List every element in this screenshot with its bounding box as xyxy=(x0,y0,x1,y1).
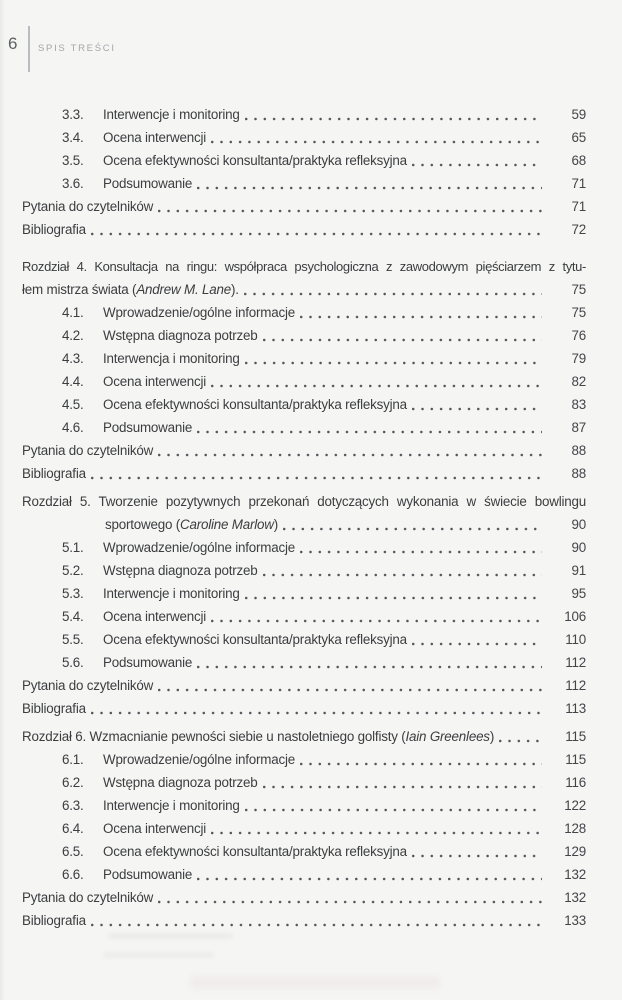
entry-title: Podsumowanie xyxy=(103,867,193,882)
scan-bleed-artifact xyxy=(190,976,440,989)
toc-entry xyxy=(22,536,586,559)
section-number: 3.6. xyxy=(62,176,84,191)
toc-entry xyxy=(22,817,586,840)
toc-block-chapter-6 xyxy=(22,725,586,932)
dot-leader xyxy=(245,595,542,601)
dot-leader xyxy=(158,452,542,458)
entry-page-number: 95 xyxy=(571,586,586,601)
entry-page-number: 79 xyxy=(571,351,586,366)
toc-entry xyxy=(22,628,586,651)
chapter-heading xyxy=(22,725,586,748)
toc-entry xyxy=(22,324,586,347)
toc-entry xyxy=(22,863,586,886)
dot-leader xyxy=(91,710,542,716)
dot-leader xyxy=(197,664,542,670)
toc-entry xyxy=(22,393,586,416)
entry-page-number: 133 xyxy=(564,913,586,928)
entry-page-number: 129 xyxy=(564,844,586,859)
entry-page-number: 106 xyxy=(564,609,586,624)
entry-title: Ocena interwencji xyxy=(103,374,207,389)
dot-leader xyxy=(245,116,542,122)
dot-leader xyxy=(158,899,542,905)
heading-segment: ). xyxy=(231,282,239,297)
dot-leader xyxy=(263,572,542,578)
section-number: 4.1. xyxy=(62,305,84,320)
section-number: 5.4. xyxy=(62,609,84,624)
entry-title: Interwencje i monitoring xyxy=(103,107,240,122)
entry-page-number: 65 xyxy=(571,130,586,145)
entry-title: Wstępna diagnoza potrzeb xyxy=(103,563,258,578)
section-number: 5.2. xyxy=(62,563,84,578)
dot-leader xyxy=(211,139,542,145)
scan-bleed-artifact xyxy=(103,952,215,958)
header-divider xyxy=(28,26,30,72)
section-number: 3.5. xyxy=(62,153,84,168)
entry-title: Pytania do czytelników xyxy=(22,890,154,905)
dot-leader xyxy=(211,830,542,836)
section-number: 4.2. xyxy=(62,328,84,343)
toc-entry xyxy=(22,651,586,674)
entry-title: Podsumowanie xyxy=(103,176,193,191)
toc-entry xyxy=(22,347,586,370)
dot-leader xyxy=(245,807,542,813)
section-number: 4.4. xyxy=(62,374,84,389)
folio-page-number: 6 xyxy=(8,34,18,53)
dot-leader xyxy=(197,185,542,191)
chapter-heading-line2 xyxy=(22,513,586,536)
section-number: 6.2. xyxy=(62,775,84,790)
toc-block-chapter-4 xyxy=(22,255,586,485)
toc-entry xyxy=(22,462,586,485)
section-number: 5.3. xyxy=(62,586,84,601)
entry-page-number: 75 xyxy=(571,305,586,320)
entry-page-number: 132 xyxy=(564,890,586,905)
dot-leader xyxy=(499,738,542,744)
entry-title: Podsumowanie xyxy=(103,420,193,435)
dot-leader xyxy=(158,208,542,214)
entry-title: Interwencje i monitoring xyxy=(103,586,240,601)
entry-page-number: 82 xyxy=(571,374,586,389)
scan-bleed-artifact xyxy=(108,933,233,939)
toc-entry xyxy=(22,149,586,172)
dot-leader xyxy=(197,876,542,882)
entry-page-number: 112 xyxy=(565,655,586,670)
dot-leader xyxy=(263,337,542,343)
entry-title: Wprowadzenie/ogólne informacje xyxy=(103,752,295,767)
dot-leader xyxy=(412,406,542,412)
dot-leader xyxy=(412,641,542,647)
entry-page-number: 88 xyxy=(571,466,586,481)
toc-entry xyxy=(22,794,586,817)
entry-page-number: 91 xyxy=(571,563,586,578)
chapter-heading-line1: Rozdział 5. Tworzenie pozytywnych przekonań dotyczących wykonania w świecie bowlingu xyxy=(22,494,586,509)
author-name: Andrew M. Lane xyxy=(136,282,232,297)
section-number: 4.5. xyxy=(62,397,84,412)
toc-entry xyxy=(22,126,586,149)
toc-entry xyxy=(22,439,586,462)
dot-leader xyxy=(91,475,542,481)
entry-page-number: 87 xyxy=(571,420,586,435)
toc-entry xyxy=(22,697,586,720)
entry-page-number: 90 xyxy=(571,517,586,532)
entry-title: Pytania do czytelników xyxy=(22,678,154,693)
dot-leader xyxy=(412,853,542,859)
entry-title: Wprowadzenie/ogólne informacje xyxy=(103,540,295,555)
entry-page-number: 71 xyxy=(571,199,586,214)
entry-title: Wstępna diagnoza potrzeb xyxy=(103,775,258,790)
dot-leader xyxy=(283,526,542,532)
toc-entry xyxy=(22,301,586,324)
section-number: 4.6. xyxy=(62,420,84,435)
dot-leader xyxy=(91,231,542,237)
section-number: 6.3. xyxy=(62,798,84,813)
entry-page-number: 122 xyxy=(564,798,586,813)
toc-entry xyxy=(22,218,586,241)
chapter-heading-text xyxy=(105,513,278,536)
toc-entry xyxy=(22,748,586,771)
entry-page-number: 59 xyxy=(571,107,586,122)
toc-entry xyxy=(22,886,586,909)
entry-title: Ocena interwencji xyxy=(103,130,207,145)
entry-page-number: 132 xyxy=(564,867,586,882)
chapter-heading-line1: Rozdział 4. Konsultacja na ringu: współpraca psychologiczna z zawodowym pięściarzem z tytu- xyxy=(22,259,586,274)
entry-title: Bibliografia xyxy=(22,222,86,237)
section-number: 6.4. xyxy=(62,821,84,836)
chapter-heading-text xyxy=(22,278,239,301)
entry-title: Ocena efektywności konsultanta/praktyka refleksyjna xyxy=(103,844,407,859)
heading-segment: sportowego ( xyxy=(105,517,181,532)
toc-entry xyxy=(22,103,586,126)
dot-leader xyxy=(412,162,542,168)
dot-leader xyxy=(211,618,542,624)
author-name: Caroline Marlow xyxy=(180,517,274,532)
toc-entry xyxy=(22,172,586,195)
entry-title: Podsumowanie xyxy=(103,655,193,670)
section-number: 6.1. xyxy=(62,752,84,767)
toc-entry xyxy=(22,674,586,697)
entry-page-number: 71 xyxy=(571,176,586,191)
toc-entry xyxy=(22,195,586,218)
dot-leader xyxy=(91,922,542,928)
section-number: 3.4. xyxy=(62,130,84,145)
author-name: Iain Greenlees xyxy=(405,729,490,744)
entry-title: Ocena efektywności konsultanta/praktyka refleksyjna xyxy=(103,397,407,412)
entry-page-number: 90 xyxy=(571,540,586,555)
toc-entry xyxy=(22,771,586,794)
entry-page-number: 115 xyxy=(565,752,586,767)
entry-title: Bibliografia xyxy=(22,913,86,928)
entry-page-number: 88 xyxy=(571,443,586,458)
toc-entry xyxy=(22,559,586,582)
heading-segment: ) xyxy=(489,729,495,744)
entry-page-number: 68 xyxy=(571,153,586,168)
dot-leader xyxy=(263,784,542,790)
entry-title: Ocena efektywności konsultanta/praktyka refleksyjna xyxy=(103,153,407,168)
section-number: 5.5. xyxy=(62,632,84,647)
dot-leader xyxy=(197,429,542,435)
entry-page-number: 72 xyxy=(571,222,586,237)
dot-leader xyxy=(300,314,542,320)
entry-page-number: 128 xyxy=(564,821,586,836)
entry-page-number: 116 xyxy=(565,775,586,790)
entry-page-number: 75 xyxy=(571,282,586,297)
scan-gutter-shadow xyxy=(0,0,5,1000)
entry-title: Interwencje i monitoring xyxy=(103,798,240,813)
section-number: 3.3. xyxy=(62,107,84,122)
toc-block-chapter-5 xyxy=(22,490,586,720)
toc-entry xyxy=(22,909,586,932)
section-number: 5.1. xyxy=(62,540,84,555)
dot-leader xyxy=(300,761,542,767)
entry-page-number: 113 xyxy=(565,701,586,716)
dot-leader xyxy=(300,549,542,555)
toc-entry xyxy=(22,582,586,605)
entry-title: Bibliografia xyxy=(22,701,86,716)
running-head: SPIS TREŚCI xyxy=(38,43,116,54)
heading-segment: łem mistrza świata ( xyxy=(22,282,137,297)
chapter-heading-text xyxy=(22,725,494,748)
heading-segment: ) xyxy=(273,517,279,532)
table-of-contents xyxy=(22,103,586,932)
entry-page-number: 115 xyxy=(565,729,586,744)
section-number: 5.6. xyxy=(62,655,84,670)
entry-title: Pytania do czytelników xyxy=(22,443,154,458)
dot-leader xyxy=(244,291,542,297)
entry-page-number: 76 xyxy=(571,328,586,343)
toc-block-chapter-3 xyxy=(22,103,586,241)
toc-entry xyxy=(22,840,586,863)
toc-entry xyxy=(22,370,586,393)
dot-leader xyxy=(158,687,542,693)
heading-segment: Rozdział 6. Wzmacnianie pewności siebie u nastoletniego golfisty ( xyxy=(22,729,406,744)
entry-title: Wstępna diagnoza potrzeb xyxy=(103,328,258,343)
entry-title: Pytania do czytelników xyxy=(22,199,154,214)
entry-title: Ocena interwencji xyxy=(103,609,207,624)
entry-title: Interwencja i monitoring xyxy=(103,351,240,366)
entry-title: Ocena interwencji xyxy=(103,821,207,836)
dot-leader xyxy=(211,383,542,389)
dot-leader xyxy=(245,360,542,366)
entry-page-number: 83 xyxy=(571,397,586,412)
toc-entry xyxy=(22,416,586,439)
entry-title: Bibliografia xyxy=(22,466,86,481)
entry-title: Ocena efektywności konsultanta/praktyka refleksyjna xyxy=(103,632,407,647)
entry-page-number: 112 xyxy=(565,678,586,693)
entry-title: Wprowadzenie/ogólne informacje xyxy=(103,305,295,320)
entry-page-number: 110 xyxy=(565,632,586,647)
toc-entry xyxy=(22,605,586,628)
chapter-heading-line2 xyxy=(22,278,586,301)
section-number: 4.3. xyxy=(62,351,84,366)
section-number: 6.6. xyxy=(62,867,84,882)
section-number: 6.5. xyxy=(62,844,84,859)
